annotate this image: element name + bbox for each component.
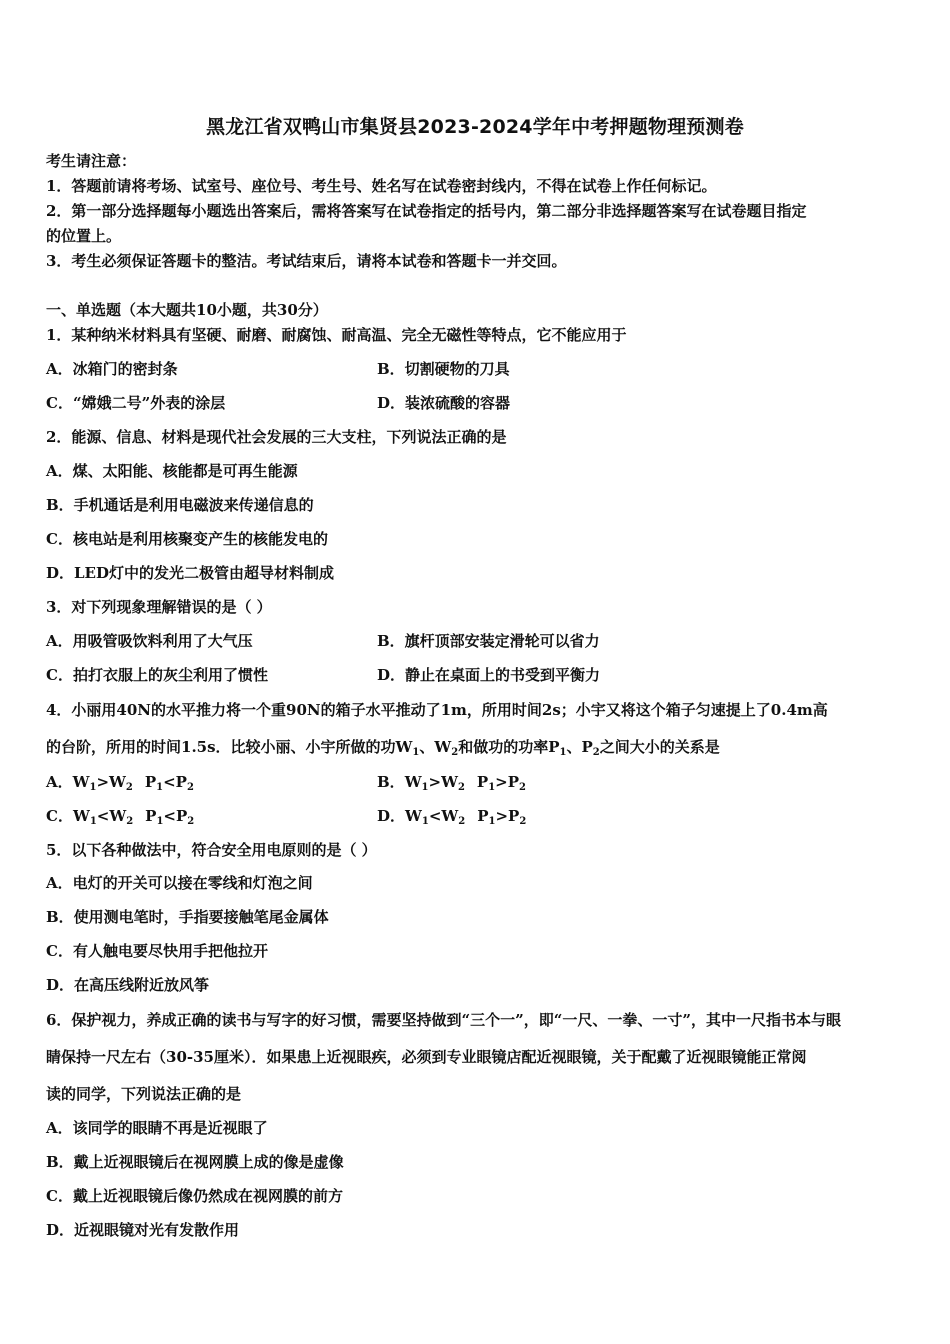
question-2-option-a: A．煤、太阳能、核能都是可再生能源 xyxy=(46,462,298,480)
question-4-option-b: B．$W_1>W_2$ $P_1>P_2$ xyxy=(377,773,526,793)
notice-item-3: 3．考生必须保证答题卡的整洁。考试结束后，请将本试卷和答题卡一并交回。 xyxy=(46,252,567,270)
question-4-option-d: D．$W_1<W_2$ $P_1>P_2$ xyxy=(377,807,527,827)
question-4-stem-line-2: 的台阶，所用的时间1.5s．比较小丽、小宇所做的功$W_1$、$W_2$和做功的功率$P_1$、$P_2$之间大小的关系是 xyxy=(46,738,720,758)
question-6-option-a: A．该同学的眼睛不再是近视眼了 xyxy=(46,1119,268,1137)
question-5-stem: 5．以下各种做法中，符合安全用电原则的是（ ） xyxy=(46,841,377,859)
notice-item-2-cont: 的位置上。 xyxy=(46,227,122,245)
question-3-option-d: D．静止在桌面上的书受到平衡力 xyxy=(377,666,601,684)
question-3-option-c: C．拍打衣服上的灰尘利用了惯性 xyxy=(46,666,268,684)
question-2-option-c: C．核电站是利用核聚变产生的核能发电的 xyxy=(46,530,328,548)
notice-heading: 考生请注意： xyxy=(46,152,137,170)
question-6-stem-line-1: 6．保护视力，养成正确的读书与写字的好习惯，需要坚持做到“三个一”，即“一尺、一拳、一寸”，其中一尺指书本与眼 xyxy=(46,1011,841,1029)
question-2-option-b: B．手机通话是利用电磁波来传递信息的 xyxy=(46,496,314,514)
question-1-stem: 1．某种纳米材料具有坚硬、耐磨、耐腐蚀、耐高温、完全无磁性等特点，它不能应用于 xyxy=(46,326,627,344)
question-5-option-b: B．使用测电笔时，手指要接触笔尾金属体 xyxy=(46,908,329,926)
section-heading: 一、单选题（本大题共10小题，共30分） xyxy=(46,301,328,319)
question-4-option-c: C．$W_1<W_2$ $P_1<P_2$ xyxy=(46,807,195,827)
question-1-option-d: D．装浓硫酸的容器 xyxy=(377,394,511,412)
question-3-option-a: A．用吸管吸饮料利用了大气压 xyxy=(46,632,253,650)
question-6-stem-line-3: 读的同学，下列说法正确的是 xyxy=(46,1085,242,1103)
question-6-stem-line-2: 睛保持一尺左右（30-35厘米）．如果患上近视眼疾，必须到专业眼镜店配近视眼镜，关于配戴了近视眼镜能正常阅 xyxy=(46,1048,807,1066)
question-5-option-a: A．电灯的开关可以接在零线和灯泡之间 xyxy=(46,874,313,892)
question-1-option-c: C．“嫦娥二号”外表的涂层 xyxy=(46,394,226,412)
question-3-stem: 3．对下列现象理解错误的是（ ） xyxy=(46,598,272,616)
question-3-option-b: B．旗杆顶部安装定滑轮可以省力 xyxy=(377,632,600,650)
question-2-option-d: D．LED灯中的发光二极管由超导材料制成 xyxy=(46,564,334,582)
question-6-option-c: C．戴上近视眼镜后像仍然成在视网膜的前方 xyxy=(46,1187,343,1205)
question-4-option-a: A．$W_1>W_2$ $P_1<P_2$ xyxy=(46,773,194,793)
page-title: 黑龙江省双鸭山市集贤县2023-2024学年中考押题物理预测卷 xyxy=(206,116,744,138)
question-1-option-a: A．冰箱门的密封条 xyxy=(46,360,178,378)
question-2-stem: 2．能源、信息、材料是现代社会发展的三大支柱，下列说法正确的是 xyxy=(46,428,507,446)
question-4-stem-line-1: 4．小丽用40N的水平推力将一个重90N的箱子水平推动了1m，所用时间2s；小宇又将这个箱子匀速提上了0.4m高 xyxy=(46,701,828,719)
question-5-option-d: D．在高压线附近放风筝 xyxy=(46,976,210,994)
question-5-option-c: C．有人触电要尽快用手把他拉开 xyxy=(46,942,268,960)
question-1-option-b: B．切割硬物的刀具 xyxy=(377,360,510,378)
notice-item-2: 2．第一部分选择题每小题选出答案后，需将答案写在试卷指定的括号内，第二部分非选择题答案写在试卷题目指定 xyxy=(46,202,807,220)
question-6-option-b: B．戴上近视眼镜后在视网膜上成的像是虚像 xyxy=(46,1153,344,1171)
notice-item-1: 1．答题前请将考场、试室号、座位号、考生号、姓名写在试卷密封线内，不得在试卷上作任何标记。 xyxy=(46,177,717,195)
question-6-option-d: D．近视眼镜对光有发散作用 xyxy=(46,1221,240,1239)
